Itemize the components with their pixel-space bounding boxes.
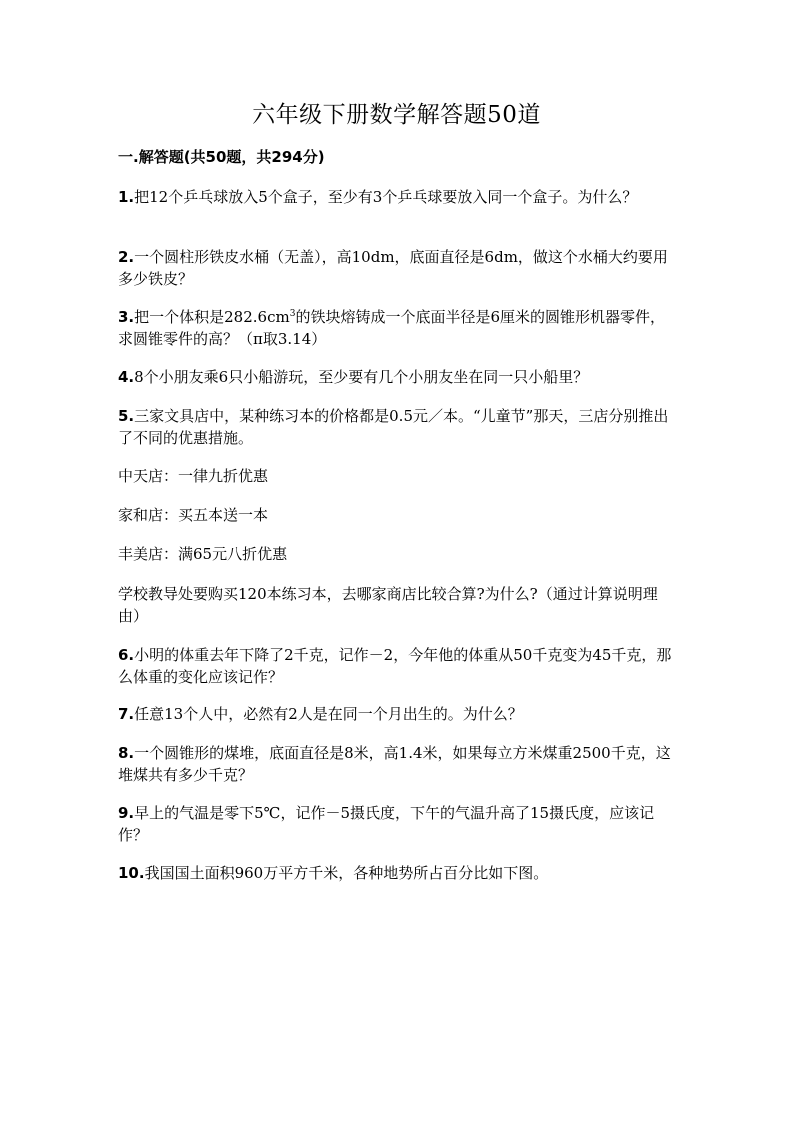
page-title: 六年级下册数学解答题50道 [252,102,541,128]
question-text-end: 的铁块熔铸成一个底面半径是6厘米的圆锥形机器零件，求圆锥零件的高？（π取3.14） [118,308,665,348]
question-5-option-2: 家和店：买五本送一本 [118,506,269,524]
question-4 [118,366,678,388]
question-number: 8. [118,744,135,762]
question-text: 把12个乒乓球放入5个盒子，至少有3个乒乓球要放入同一个盒子。为什么？ [134,188,638,206]
question-6 [118,644,678,688]
question-number: 6. [118,646,135,664]
question-number: 3. [118,308,135,326]
question-number: 5. [118,407,135,425]
question-10 [118,862,678,884]
question-text: 任意13个人中，必然有2人是在同一个月出生的。为什么？ [134,705,523,723]
question-8 [118,742,678,786]
question-number: 7. [118,705,135,723]
superscript: 3 [289,309,296,319]
question-number: 2. [118,248,135,266]
question-text-start: 把一个体积是282.6cm [134,308,290,326]
question-1 [118,186,678,208]
question-text: 一个圆柱形铁皮水桶（无盖），高10dm，底面直径是6dm，做这个水桶大约要用多少铁皮？ [118,248,668,288]
question-text: 三家文具店中，某种练习本的价格都是0.5元／本。“儿童节”那天，三店分别推出了不同的优惠措施。 [118,407,669,447]
question-number: 4. [118,368,135,386]
question-text: 我国国土面积960万平方千米，各种地势所占百分比如下图。 [144,864,549,882]
question-2 [118,246,678,290]
question-7 [118,703,678,725]
question-3 [118,306,678,350]
question-5-task: 学校教导处要购买120本练习本，去哪家商店比较合算?为什么?（通过计算说明理由） [118,585,658,625]
question-number: 10. [118,864,145,882]
section-heading: 一.解答题(共50题，共294分) [118,148,325,166]
question-5-option-3: 丰美店：满65元八折优惠 [118,545,288,563]
question-9 [118,802,678,846]
question-5 [118,405,678,449]
question-number: 1. [118,188,135,206]
question-number: 9. [118,804,135,822]
question-text: 小明的体重去年下降了2千克，记作－2，今年他的体重从50千克变为45千克，那么体重的变化应该记作？ [118,646,672,686]
question-text: 早上的气温是零下5℃，记作－5摄氏度，下午的气温升高了15摄氏度，应该记作？ [118,804,655,844]
question-text: 一个圆锥形的煤堆，底面直径是8米，高1.4米，如果每立方米煤重2500千克，这堆煤共有多少千克？ [118,744,671,784]
question-5-option-1: 中天店：一律九折优惠 [118,467,269,485]
question-text: 8个小朋友乘6只小船游玩，至少要有几个小朋友坐在同一只小船里？ [134,368,589,386]
